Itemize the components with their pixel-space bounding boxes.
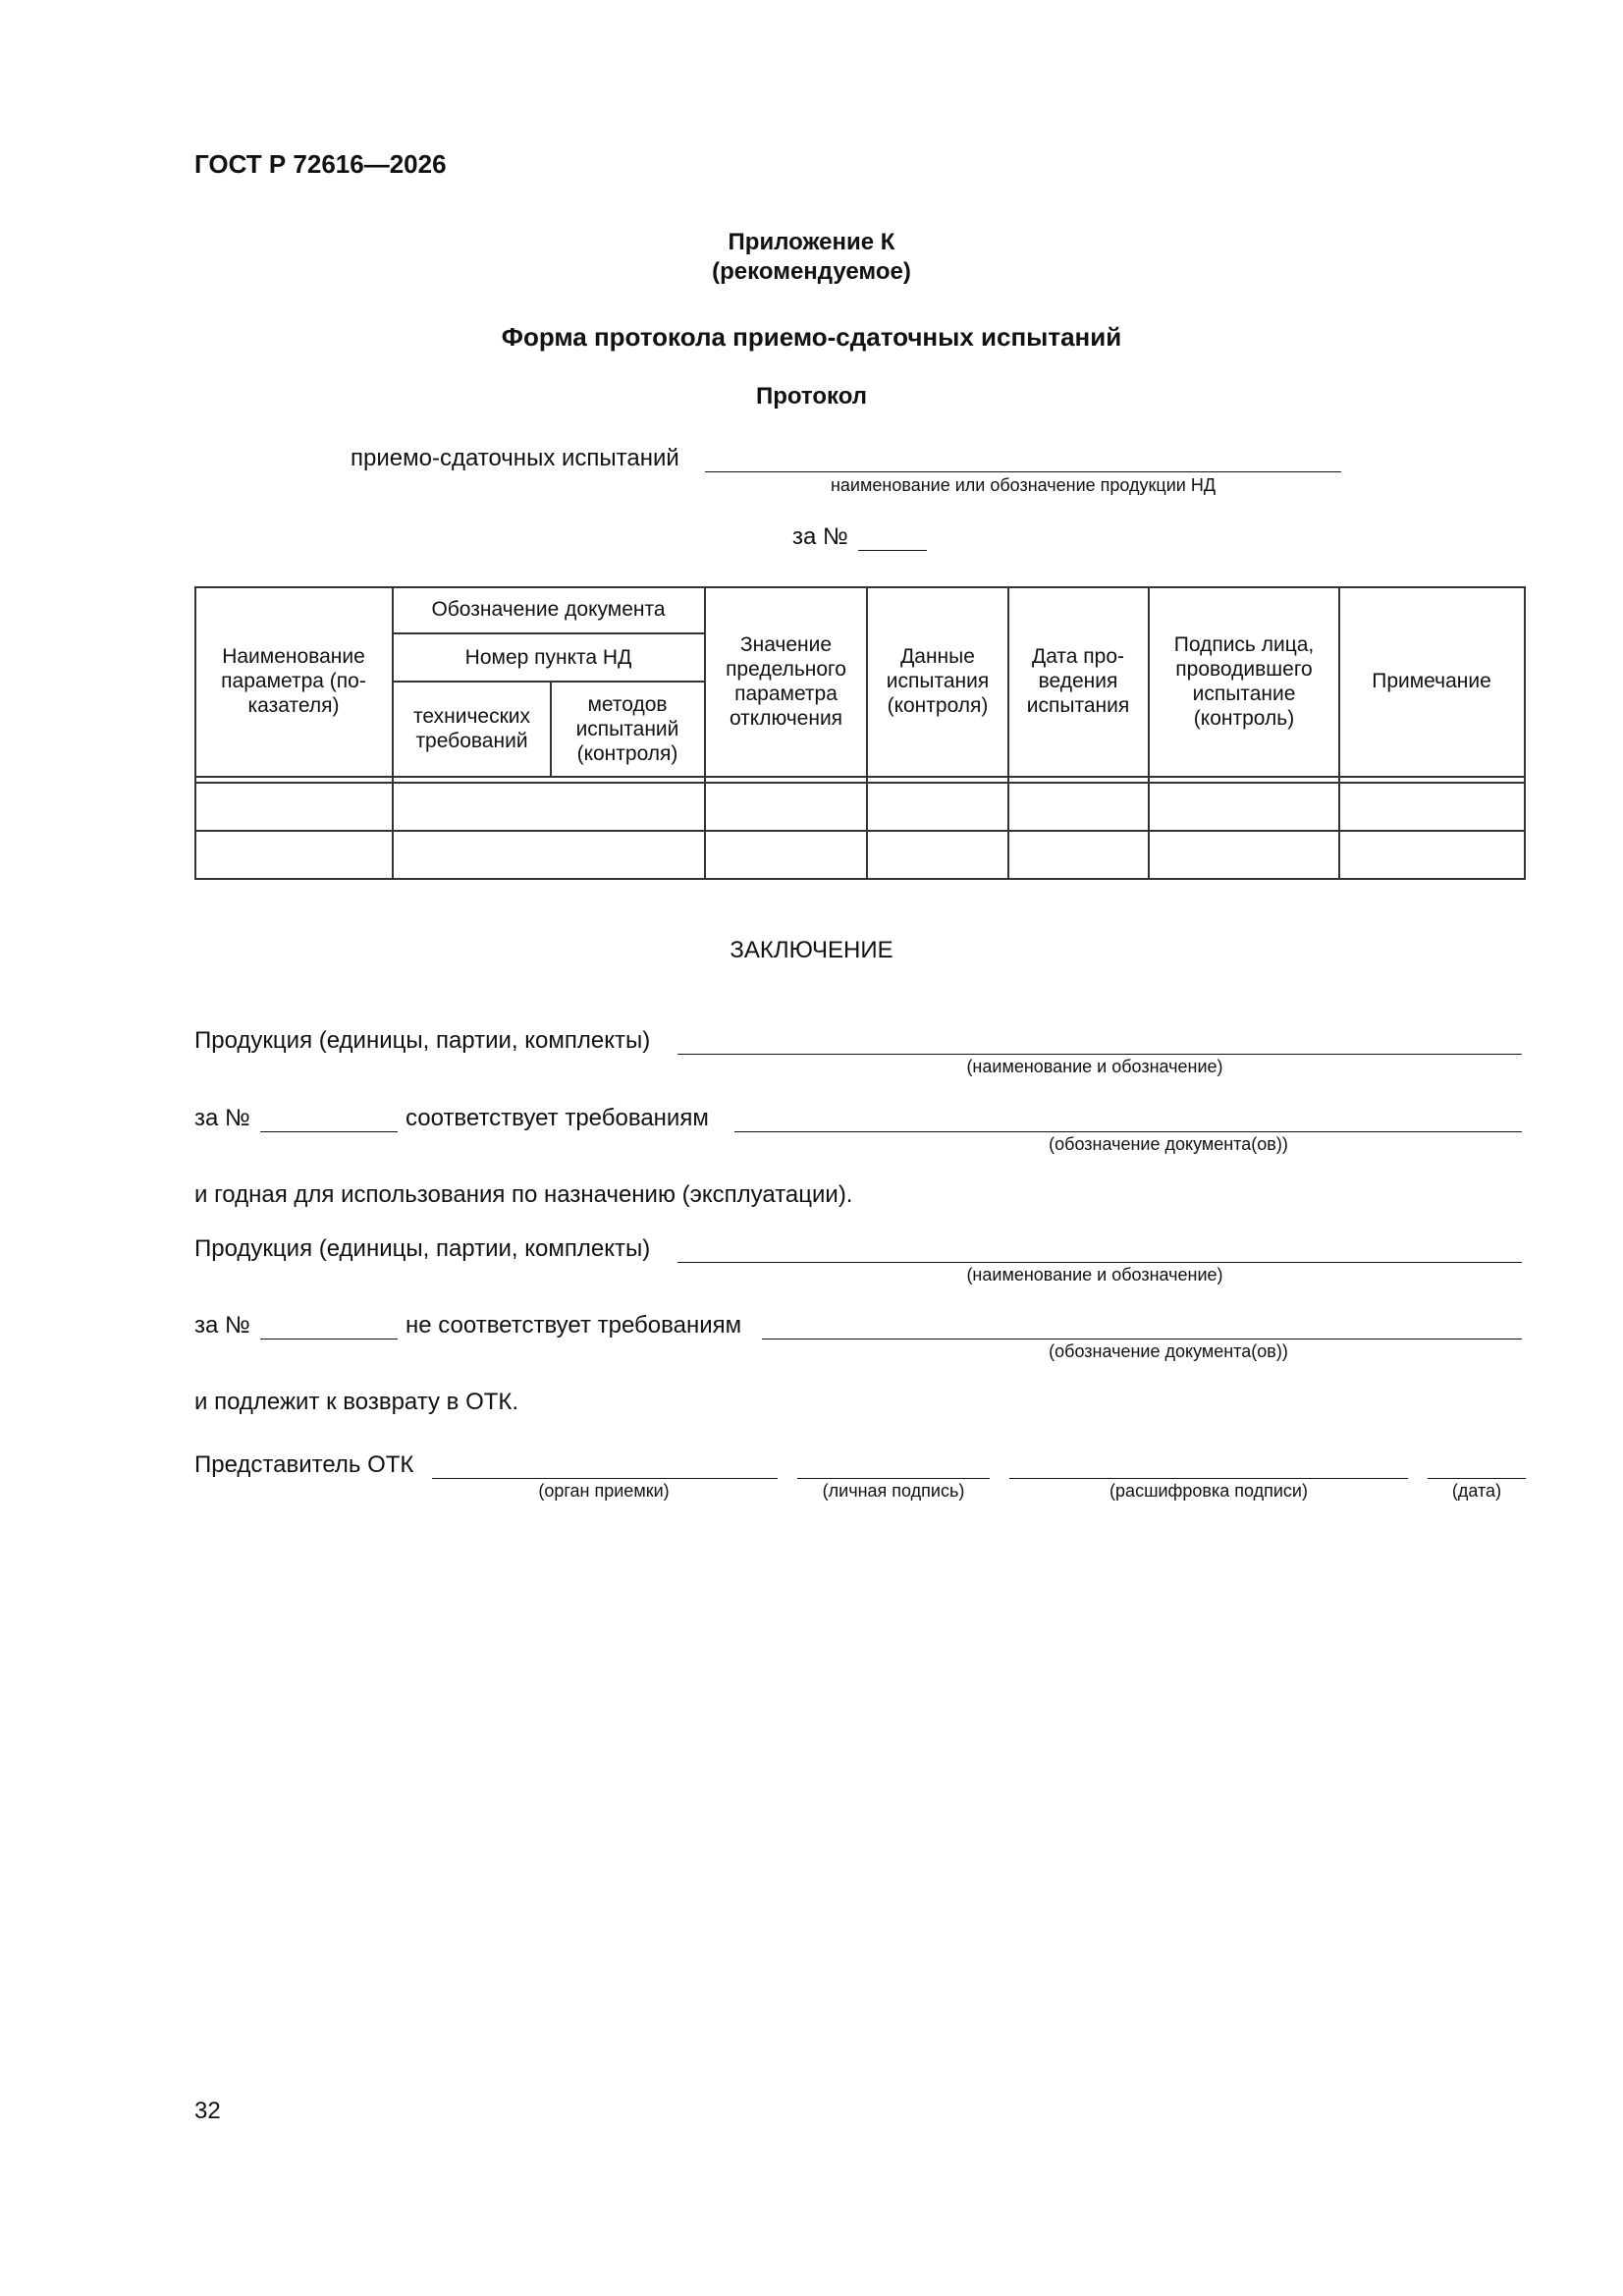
product-label-2: Продукция (единицы, партии, комплекты) bbox=[194, 1235, 651, 1262]
rep-org-field[interactable] bbox=[432, 1478, 778, 1479]
standard-header: ГОСТ Р 72616—2026 bbox=[194, 149, 447, 179]
conclusion-title: ЗАКЛЮЧЕНИЕ bbox=[730, 937, 893, 963]
col-header-test-date: Дата про-ведения испытания bbox=[1026, 645, 1130, 717]
rep-date-field[interactable] bbox=[1428, 1478, 1526, 1479]
product-field-2[interactable] bbox=[677, 1262, 1522, 1263]
col-header-test-data: Данные испытания (контроля) bbox=[886, 645, 990, 717]
protocol-subject-caption: наименование или обозначение продукции НД bbox=[830, 475, 1217, 495]
protocol-table bbox=[194, 586, 1526, 879]
product-label-1: Продукция (единицы, партии, комплекты) bbox=[194, 1027, 651, 1054]
doc-caption-2: (обозначение документа(ов)) bbox=[1049, 1341, 1288, 1361]
protocol-title: Протокол bbox=[755, 383, 868, 410]
col-header-limit-value: Значение предельного параметра отключения bbox=[726, 632, 846, 730]
appendix-title: Приложение К bbox=[728, 229, 895, 255]
protocol-subject-field[interactable] bbox=[705, 471, 1341, 472]
not-complies-label: не соответствует требованиям bbox=[406, 1312, 742, 1339]
fit-text: и годная для использования по назначению (эксплуатации). bbox=[194, 1181, 853, 1208]
complies-doc-field[interactable] bbox=[734, 1131, 1522, 1132]
cap-org: (орган приемки) bbox=[538, 1481, 670, 1501]
cap-date: (дата) bbox=[1451, 1481, 1502, 1501]
rep-sign-field[interactable] bbox=[797, 1478, 990, 1479]
page-number: 32 bbox=[194, 2098, 221, 2124]
product-caption-2: (наименование и обозначение) bbox=[966, 1265, 1223, 1285]
appendix-status: (рекомендуемое) bbox=[712, 258, 911, 285]
cap-decode: (расшифровка подписи) bbox=[1109, 1481, 1308, 1501]
product-field-1[interactable] bbox=[677, 1054, 1522, 1055]
number-prefix-2: за № bbox=[194, 1312, 250, 1339]
protocol-subject-label: приемо-сдаточных испытаний bbox=[351, 445, 679, 471]
col-header-signature: Подпись лица, проводившего испытание (контроль) bbox=[1173, 632, 1315, 730]
col-header-parameter: Наименование параметра (по-казателя) bbox=[221, 645, 366, 717]
protocol-number-label: за № bbox=[792, 523, 848, 550]
rep-label: Представитель ОТК bbox=[194, 1451, 414, 1478]
protocol-number-field[interactable] bbox=[858, 550, 927, 551]
doc-caption-1: (обозначение документа(ов)) bbox=[1049, 1134, 1288, 1154]
product-caption-1: (наименование и обозначение) bbox=[966, 1057, 1223, 1076]
col-header-note: Примечание bbox=[1372, 670, 1491, 692]
col-header-doc-designation: Обозначение документа bbox=[431, 598, 666, 621]
col-header-tech-req: технических требований bbox=[413, 705, 530, 752]
number-field-1[interactable] bbox=[260, 1131, 398, 1132]
col-header-test-methods: методов испытаний (контроля) bbox=[575, 692, 679, 765]
complies-label: соответствует требованиям bbox=[406, 1105, 709, 1131]
number-prefix-1: за № bbox=[194, 1105, 250, 1131]
return-text: и подлежит к возврату в ОТК. bbox=[194, 1389, 519, 1415]
col-header-nd-clause: Номер пункта НД bbox=[464, 645, 632, 669]
cap-sign: (личная подпись) bbox=[822, 1481, 965, 1501]
rep-decode-field[interactable] bbox=[1009, 1478, 1408, 1479]
appendix-heading bbox=[0, 228, 1623, 287]
form-title: Форма протокола приемо-сдаточных испытаний bbox=[501, 322, 1122, 352]
